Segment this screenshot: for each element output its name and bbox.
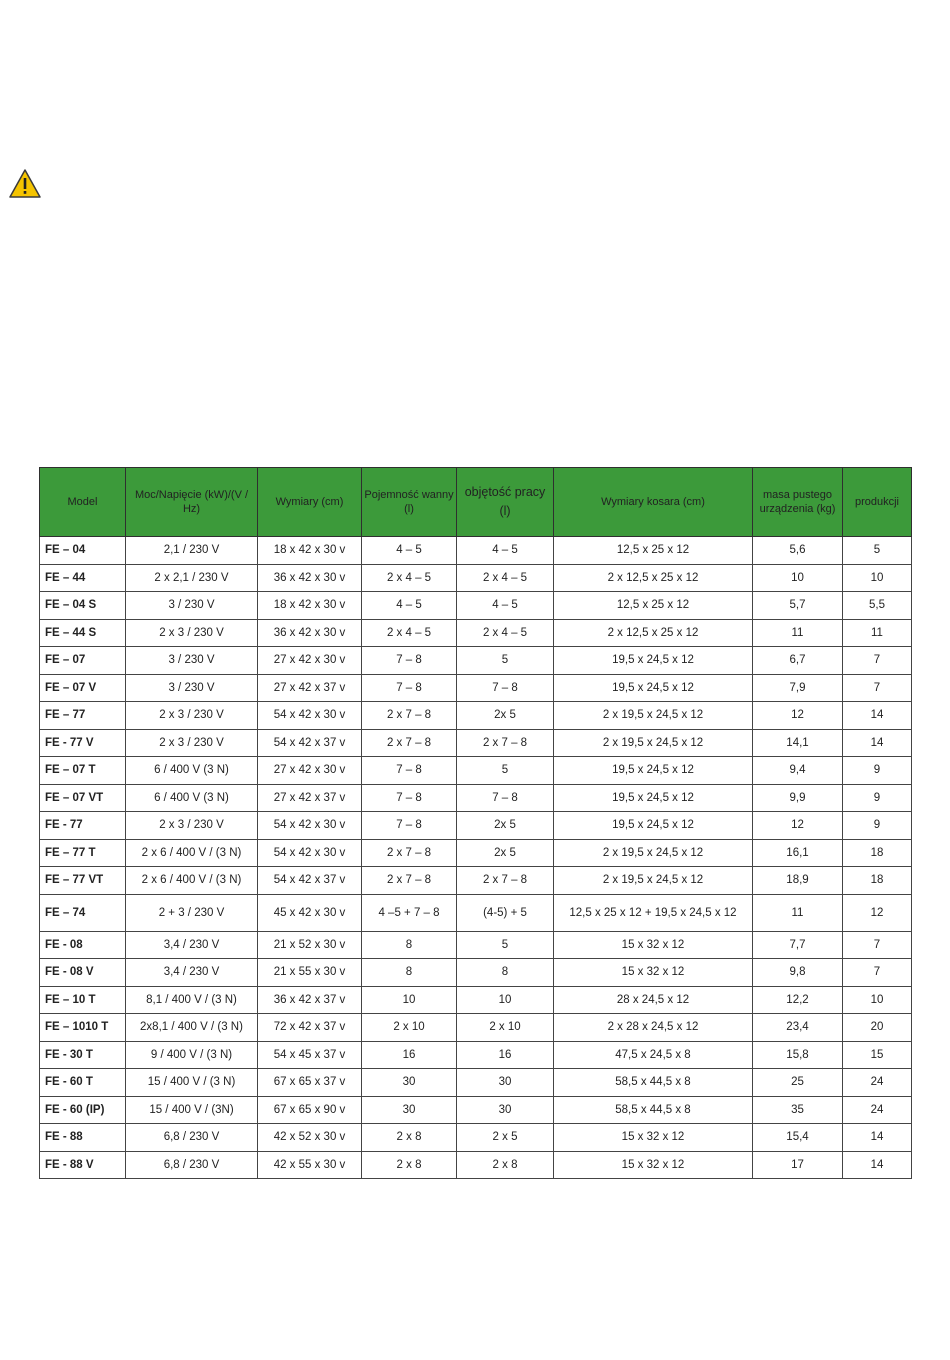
cell-basket-dimensions: 15 x 32 x 12 — [554, 931, 753, 959]
cell-production: 7 — [843, 931, 912, 959]
cell-model: FE – 07 V — [40, 674, 126, 702]
cell-basket-dimensions: 19,5 x 24,5 x 12 — [554, 647, 753, 675]
cell-dimensions: 67 x 65 x 37 v — [258, 1069, 362, 1097]
cell-tank-capacity: 2 x 10 — [362, 1014, 457, 1042]
cell-tank-capacity: 7 – 8 — [362, 674, 457, 702]
cell-empty-weight: 15,8 — [753, 1041, 843, 1069]
cell-production: 24 — [843, 1096, 912, 1124]
cell-power-voltage: 2 x 6 / 400 V / (3 N) — [126, 867, 258, 895]
cell-power-voltage: 2 + 3 / 230 V — [126, 894, 258, 931]
cell-working-volume: 5 — [457, 757, 554, 785]
cell-power-voltage: 6,8 / 230 V — [126, 1124, 258, 1152]
cell-basket-dimensions: 2 x 19,5 x 24,5 x 12 — [554, 729, 753, 757]
cell-power-voltage: 3,4 / 230 V — [126, 959, 258, 987]
cell-basket-dimensions: 2 x 19,5 x 24,5 x 12 — [554, 867, 753, 895]
cell-basket-dimensions: 12,5 x 25 x 12 — [554, 592, 753, 620]
cell-dimensions: 36 x 42 x 37 v — [258, 986, 362, 1014]
cell-working-volume: 2 x 10 — [457, 1014, 554, 1042]
cell-power-voltage: 15 / 400 V / (3 N) — [126, 1069, 258, 1097]
cell-dimensions: 27 x 42 x 37 v — [258, 784, 362, 812]
column-header-basket-dimensions: Wymiary kosara (cm) — [554, 468, 753, 537]
cell-dimensions: 42 x 55 x 30 v — [258, 1151, 362, 1179]
cell-production: 7 — [843, 674, 912, 702]
cell-working-volume: 2 x 8 — [457, 1151, 554, 1179]
cell-model: FE - 88 — [40, 1124, 126, 1152]
cell-power-voltage: 8,1 / 400 V / (3 N) — [126, 986, 258, 1014]
cell-model: FE – 04 S — [40, 592, 126, 620]
cell-basket-dimensions: 2 x 28 x 24,5 x 12 — [554, 1014, 753, 1042]
cell-model: FE - 77 V — [40, 729, 126, 757]
table-row — [40, 674, 912, 702]
cell-power-voltage: 2 x 3 / 230 V — [126, 812, 258, 840]
cell-empty-weight: 12 — [753, 702, 843, 730]
cell-empty-weight: 17 — [753, 1151, 843, 1179]
cell-empty-weight: 23,4 — [753, 1014, 843, 1042]
cell-dimensions: 72 x 42 x 37 v — [258, 1014, 362, 1042]
cell-empty-weight: 9,9 — [753, 784, 843, 812]
cell-power-voltage: 9 / 400 V / (3 N) — [126, 1041, 258, 1069]
cell-tank-capacity: 8 — [362, 931, 457, 959]
cell-tank-capacity: 7 – 8 — [362, 812, 457, 840]
cell-empty-weight: 14,1 — [753, 729, 843, 757]
cell-working-volume: 2 x 5 — [457, 1124, 554, 1152]
column-header-dimensions: Wymiary (cm) — [258, 468, 362, 537]
cell-dimensions: 54 x 45 x 37 v — [258, 1041, 362, 1069]
cell-model: FE - 88 V — [40, 1151, 126, 1179]
cell-empty-weight: 9,8 — [753, 959, 843, 987]
cell-model: FE – 1010 T — [40, 1014, 126, 1042]
table-row — [40, 812, 912, 840]
cell-production: 18 — [843, 839, 912, 867]
cell-basket-dimensions: 28 x 24,5 x 12 — [554, 986, 753, 1014]
column-header-working-volume: objętość pracy (l) — [457, 468, 554, 537]
cell-empty-weight: 7,9 — [753, 674, 843, 702]
column-header-model: Model — [40, 468, 126, 537]
cell-dimensions: 36 x 42 x 30 v — [258, 564, 362, 592]
cell-basket-dimensions: 2 x 19,5 x 24,5 x 12 — [554, 839, 753, 867]
cell-empty-weight: 25 — [753, 1069, 843, 1097]
table-row — [40, 647, 912, 675]
cell-empty-weight: 9,4 — [753, 757, 843, 785]
table-row — [40, 592, 912, 620]
cell-production: 14 — [843, 1124, 912, 1152]
table-row — [40, 729, 912, 757]
cell-tank-capacity: 2 x 7 – 8 — [362, 729, 457, 757]
cell-basket-dimensions: 2 x 12,5 x 25 x 12 — [554, 564, 753, 592]
warning-triangle-icon — [8, 168, 42, 200]
table-row — [40, 1096, 912, 1124]
cell-working-volume: 10 — [457, 986, 554, 1014]
cell-empty-weight: 12,2 — [753, 986, 843, 1014]
cell-production: 5 — [843, 537, 912, 565]
column-header-power-voltage: Moc/Napięcie (kW)/(V / Hz) — [126, 468, 258, 537]
cell-empty-weight: 5,6 — [753, 537, 843, 565]
cell-basket-dimensions: 15 x 32 x 12 — [554, 1124, 753, 1152]
cell-working-volume: 2 x 4 – 5 — [457, 619, 554, 647]
table-row — [40, 931, 912, 959]
table-row — [40, 619, 912, 647]
cell-working-volume: 30 — [457, 1096, 554, 1124]
cell-dimensions: 18 x 42 x 30 v — [258, 592, 362, 620]
cell-model: FE – 74 — [40, 894, 126, 931]
cell-production: 10 — [843, 564, 912, 592]
cell-empty-weight: 16,1 — [753, 839, 843, 867]
table-row — [40, 757, 912, 785]
cell-production: 14 — [843, 702, 912, 730]
cell-tank-capacity: 7 – 8 — [362, 757, 457, 785]
cell-dimensions: 45 x 42 x 30 v — [258, 894, 362, 931]
cell-empty-weight: 35 — [753, 1096, 843, 1124]
cell-empty-weight: 11 — [753, 894, 843, 931]
cell-power-voltage: 2 x 2,1 / 230 V — [126, 564, 258, 592]
cell-tank-capacity: 4 – 5 — [362, 592, 457, 620]
cell-basket-dimensions: 19,5 x 24,5 x 12 — [554, 812, 753, 840]
cell-model: FE – 07 — [40, 647, 126, 675]
cell-model: FE – 77 T — [40, 839, 126, 867]
cell-tank-capacity: 2 x 7 – 8 — [362, 702, 457, 730]
cell-production: 14 — [843, 1151, 912, 1179]
cell-production: 11 — [843, 619, 912, 647]
table-row — [40, 1069, 912, 1097]
cell-tank-capacity: 10 — [362, 986, 457, 1014]
cell-working-volume: 4 – 5 — [457, 537, 554, 565]
cell-dimensions: 54 x 42 x 30 v — [258, 839, 362, 867]
cell-empty-weight: 18,9 — [753, 867, 843, 895]
cell-basket-dimensions: 2 x 12,5 x 25 x 12 — [554, 619, 753, 647]
cell-tank-capacity: 2 x 7 – 8 — [362, 839, 457, 867]
cell-dimensions: 67 x 65 x 90 v — [258, 1096, 362, 1124]
cell-tank-capacity: 30 — [362, 1096, 457, 1124]
cell-production: 24 — [843, 1069, 912, 1097]
cell-tank-capacity: 2 x 8 — [362, 1124, 457, 1152]
cell-working-volume: 2x 5 — [457, 702, 554, 730]
cell-power-voltage: 3 / 230 V — [126, 592, 258, 620]
cell-production: 9 — [843, 784, 912, 812]
column-header-production: produkcji — [843, 468, 912, 537]
cell-power-voltage: 15 / 400 V / (3N) — [126, 1096, 258, 1124]
cell-power-voltage: 2 x 3 / 230 V — [126, 702, 258, 730]
table-row — [40, 839, 912, 867]
cell-production: 7 — [843, 647, 912, 675]
cell-working-volume: 2 x 7 – 8 — [457, 729, 554, 757]
cell-power-voltage: 3 / 230 V — [126, 647, 258, 675]
cell-power-voltage: 6 / 400 V (3 N) — [126, 757, 258, 785]
cell-empty-weight: 11 — [753, 619, 843, 647]
column-header-empty-weight: masa pustego urządzenia (kg) — [753, 468, 843, 537]
cell-model: FE - 08 — [40, 931, 126, 959]
cell-model: FE - 77 — [40, 812, 126, 840]
cell-dimensions: 54 x 42 x 37 v — [258, 729, 362, 757]
cell-production: 15 — [843, 1041, 912, 1069]
table-row — [40, 564, 912, 592]
cell-empty-weight: 12 — [753, 812, 843, 840]
cell-basket-dimensions: 2 x 19,5 x 24,5 x 12 — [554, 702, 753, 730]
cell-basket-dimensions: 58,5 x 44,5 x 8 — [554, 1069, 753, 1097]
cell-production: 20 — [843, 1014, 912, 1042]
table-row — [40, 784, 912, 812]
cell-working-volume: (4-5) + 5 — [457, 894, 554, 931]
cell-model: FE – 07 T — [40, 757, 126, 785]
cell-basket-dimensions: 19,5 x 24,5 x 12 — [554, 784, 753, 812]
cell-empty-weight: 15,4 — [753, 1124, 843, 1152]
cell-empty-weight: 10 — [753, 564, 843, 592]
cell-basket-dimensions: 15 x 32 x 12 — [554, 1151, 753, 1179]
cell-power-voltage: 6,8 / 230 V — [126, 1151, 258, 1179]
cell-dimensions: 54 x 42 x 30 v — [258, 812, 362, 840]
cell-working-volume: 2 x 7 – 8 — [457, 867, 554, 895]
cell-empty-weight: 6,7 — [753, 647, 843, 675]
cell-production: 14 — [843, 729, 912, 757]
cell-power-voltage: 2 x 3 / 230 V — [126, 619, 258, 647]
cell-working-volume: 4 – 5 — [457, 592, 554, 620]
cell-dimensions: 54 x 42 x 30 v — [258, 702, 362, 730]
table-row — [40, 986, 912, 1014]
product-spec-table — [39, 467, 912, 1179]
cell-tank-capacity: 7 – 8 — [362, 647, 457, 675]
column-header-tank-capacity: Pojemność wanny (l) — [362, 468, 457, 537]
cell-working-volume: 30 — [457, 1069, 554, 1097]
cell-power-voltage: 6 / 400 V (3 N) — [126, 784, 258, 812]
table-row — [40, 1041, 912, 1069]
cell-tank-capacity: 16 — [362, 1041, 457, 1069]
cell-basket-dimensions: 12,5 x 25 x 12 + 19,5 x 24,5 x 12 — [554, 894, 753, 931]
cell-working-volume: 2 x 4 – 5 — [457, 564, 554, 592]
table-row — [40, 894, 912, 931]
cell-working-volume: 7 – 8 — [457, 784, 554, 812]
table-row — [40, 1014, 912, 1042]
cell-working-volume: 5 — [457, 647, 554, 675]
cell-dimensions: 36 x 42 x 30 v — [258, 619, 362, 647]
cell-tank-capacity: 30 — [362, 1069, 457, 1097]
cell-power-voltage: 2,1 / 230 V — [126, 537, 258, 565]
cell-production: 7 — [843, 959, 912, 987]
cell-dimensions: 27 x 42 x 30 v — [258, 647, 362, 675]
cell-dimensions: 27 x 42 x 37 v — [258, 674, 362, 702]
cell-dimensions: 21 x 55 x 30 v — [258, 959, 362, 987]
table-body — [40, 537, 912, 1179]
cell-production: 12 — [843, 894, 912, 931]
table-row — [40, 1151, 912, 1179]
cell-power-voltage: 2x8,1 / 400 V / (3 N) — [126, 1014, 258, 1042]
cell-basket-dimensions: 47,5 x 24,5 x 8 — [554, 1041, 753, 1069]
cell-tank-capacity: 2 x 4 – 5 — [362, 619, 457, 647]
cell-working-volume: 2x 5 — [457, 839, 554, 867]
cell-model: FE - 08 V — [40, 959, 126, 987]
cell-production: 18 — [843, 867, 912, 895]
cell-dimensions: 42 x 52 x 30 v — [258, 1124, 362, 1152]
cell-tank-capacity: 8 — [362, 959, 457, 987]
cell-tank-capacity: 7 – 8 — [362, 784, 457, 812]
cell-power-voltage: 2 x 3 / 230 V — [126, 729, 258, 757]
cell-basket-dimensions: 58,5 x 44,5 x 8 — [554, 1096, 753, 1124]
cell-model: FE - 60 (IP) — [40, 1096, 126, 1124]
table-row — [40, 702, 912, 730]
cell-working-volume: 8 — [457, 959, 554, 987]
cell-basket-dimensions: 19,5 x 24,5 x 12 — [554, 757, 753, 785]
cell-model: FE – 77 VT — [40, 867, 126, 895]
cell-working-volume: 16 — [457, 1041, 554, 1069]
cell-working-volume: 2x 5 — [457, 812, 554, 840]
cell-model: FE - 60 T — [40, 1069, 126, 1097]
table-row — [40, 537, 912, 565]
cell-dimensions: 54 x 42 x 37 v — [258, 867, 362, 895]
cell-model: FE – 44 S — [40, 619, 126, 647]
cell-tank-capacity: 2 x 7 – 8 — [362, 867, 457, 895]
cell-tank-capacity: 4 – 5 — [362, 537, 457, 565]
cell-basket-dimensions: 19,5 x 24,5 x 12 — [554, 674, 753, 702]
table-header-row — [40, 468, 912, 537]
cell-dimensions: 27 x 42 x 30 v — [258, 757, 362, 785]
cell-basket-dimensions: 15 x 32 x 12 — [554, 959, 753, 987]
cell-power-voltage: 3 / 230 V — [126, 674, 258, 702]
cell-working-volume: 5 — [457, 931, 554, 959]
cell-production: 9 — [843, 757, 912, 785]
cell-tank-capacity: 2 x 4 – 5 — [362, 564, 457, 592]
cell-basket-dimensions: 12,5 x 25 x 12 — [554, 537, 753, 565]
table-row — [40, 1124, 912, 1152]
table-row — [40, 867, 912, 895]
cell-model: FE – 07 VT — [40, 784, 126, 812]
cell-model: FE – 10 T — [40, 986, 126, 1014]
cell-dimensions: 18 x 42 x 30 v — [258, 537, 362, 565]
cell-production: 10 — [843, 986, 912, 1014]
cell-model: FE – 04 — [40, 537, 126, 565]
cell-power-voltage: 2 x 6 / 400 V / (3 N) — [126, 839, 258, 867]
cell-working-volume: 7 – 8 — [457, 674, 554, 702]
cell-model: FE – 44 — [40, 564, 126, 592]
cell-dimensions: 21 x 52 x 30 v — [258, 931, 362, 959]
cell-production: 9 — [843, 812, 912, 840]
cell-production: 5,5 — [843, 592, 912, 620]
cell-model: FE - 30 T — [40, 1041, 126, 1069]
table-row — [40, 959, 912, 987]
cell-power-voltage: 3,4 / 230 V — [126, 931, 258, 959]
cell-model: FE – 77 — [40, 702, 126, 730]
cell-empty-weight: 7,7 — [753, 931, 843, 959]
cell-empty-weight: 5,7 — [753, 592, 843, 620]
cell-tank-capacity: 2 x 8 — [362, 1151, 457, 1179]
cell-tank-capacity: 4 –5 + 7 – 8 — [362, 894, 457, 931]
